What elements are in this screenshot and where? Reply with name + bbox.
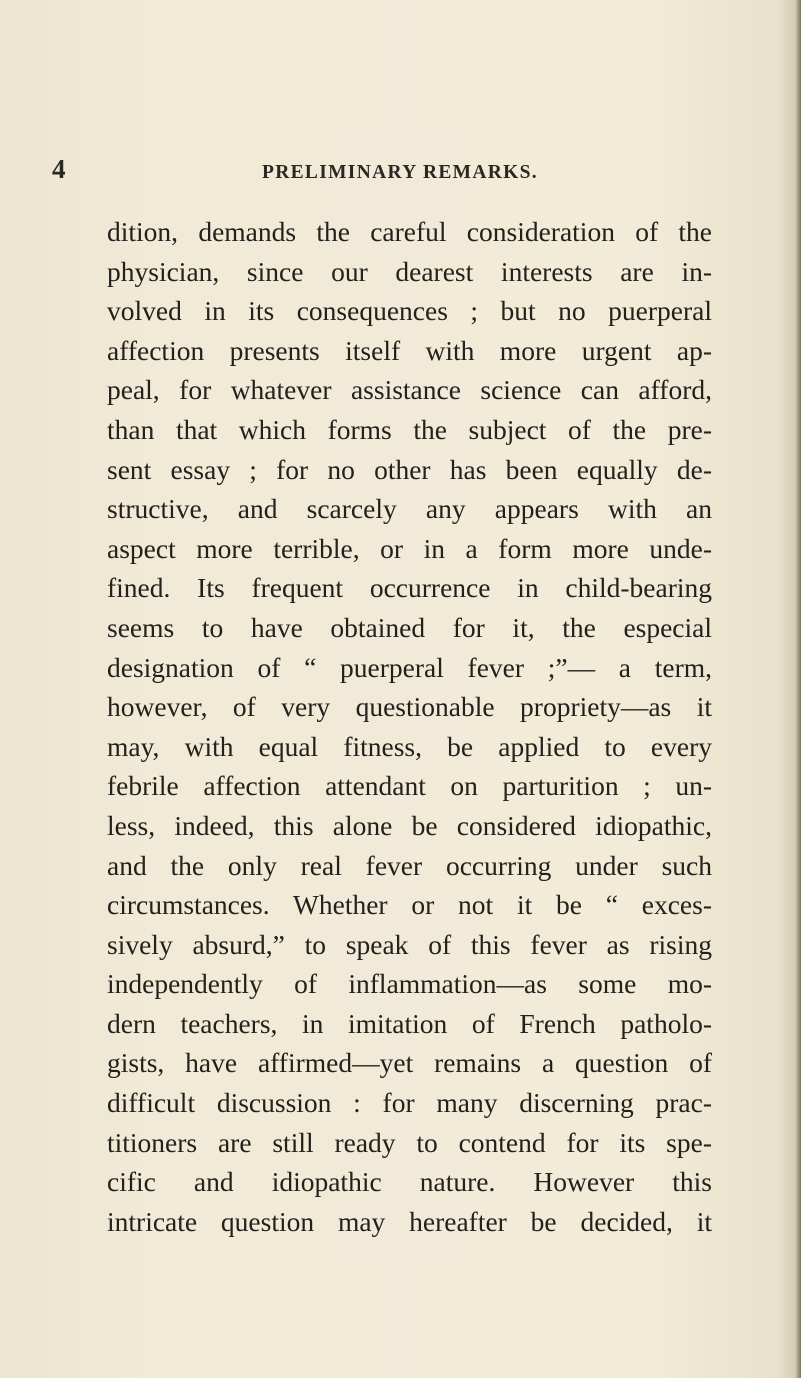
text-line: less, indeed, this alone be considered idiopathic, [107, 809, 712, 841]
text-line: may, with equal fitness, be applied to every [107, 730, 712, 762]
text-line: dition, demands the careful consideration of the [107, 216, 712, 247]
text-line: designation of “ puerperal fever ;”— a term, [107, 651, 712, 683]
page-header [52, 154, 752, 190]
text-line: aspect more terrible, or in a form more unde- [107, 532, 712, 564]
body-text [107, 212, 712, 1241]
running-head: PRELIMINARY REMARKS. [262, 162, 538, 183]
text-line: and the only real fever occurring under such [107, 849, 712, 881]
text-line: cific and idiopathic nature. However this [107, 1166, 712, 1198]
text-line: titioners are still ready to contend for its spe- [107, 1126, 712, 1158]
text-line: however, of very questionable propriety—as it [107, 691, 712, 723]
text-line: peal, for whatever assistance science can afford, [107, 374, 712, 406]
page-edge-shadow [795, 0, 801, 1378]
text-line: sent essay ; for no other has been equally de- [107, 453, 712, 485]
text-line: febrile affection attendant on parturition ; un- [107, 770, 712, 802]
text-line: dern teachers, in imitation of French patholo- [107, 1007, 712, 1039]
text-line: gists, have affirmed—yet remains a question of [107, 1047, 712, 1079]
text-line: affection presents itself with more urgent ap- [107, 334, 712, 366]
text-line: seems to have obtained for it, the especial [107, 611, 712, 643]
text-line: circumstances. Whether or not it be “ exces- [107, 889, 712, 921]
text-line: volved in its consequences ; but no puerperal [107, 295, 712, 327]
text-line: difficult discussion : for many discerning prac- [107, 1087, 712, 1119]
text-line: physician, since our dearest interests are in- [107, 255, 712, 287]
text-line: sively absurd,” to speak of this fever as rising [107, 928, 712, 960]
text-line: intricate question may hereafter be decided, it [107, 1205, 712, 1237]
text-line: independently of inflammation—as some mo- [107, 968, 712, 1000]
text-line: fined. Its frequent occurrence in child-bearing [107, 572, 712, 604]
text-line: structive, and scarcely any appears with an [107, 493, 712, 525]
text-line: than that which forms the subject of the pre- [107, 413, 712, 445]
page-number: 4 [52, 154, 66, 184]
